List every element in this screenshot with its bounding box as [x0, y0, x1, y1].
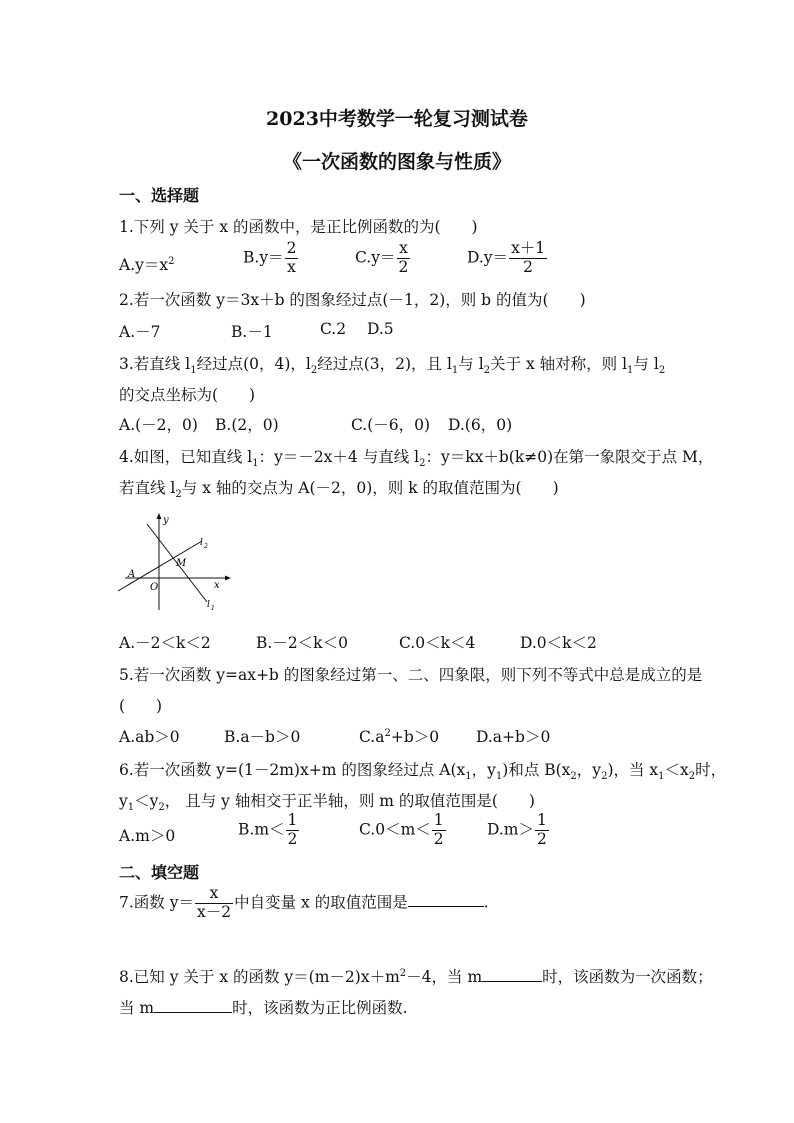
question-1-option-d: D.y＝ $\frac{x+1}{2}$ — [467, 239, 546, 276]
section-heading-choice: 一、选择题 — [119, 186, 200, 205]
question-3-option-d: D.(6，0) — [448, 416, 513, 434]
question-8-stem-line1: 8.已知 y 关于 x 的函数 $y=(m-2)x+m^2-4$，当 m 时，该函数为一次函数； — [119, 967, 713, 986]
x-axis-arrow — [225, 576, 231, 581]
question-2-option-c: C.2 — [320, 320, 347, 338]
question-3-option-c: C.(－6，0) — [351, 416, 431, 434]
page-subtitle: 《一次函数的图象与性质》 — [282, 151, 511, 173]
question-4-option-c: C.0＜k＜4 — [399, 634, 476, 652]
question-6-option-b: B.m＜ $\frac{1}{2}$ — [238, 811, 298, 848]
question-4-option-b: B.－2＜k＜0 — [256, 634, 348, 652]
label-a: A — [128, 569, 136, 580]
question-1-option-a: $A.y=x^2$ — [119, 255, 175, 274]
question-7-stem: 7.函数 y＝ $\frac{x}{x-2}$ 中自变量 x 的取值范围是 . — [119, 884, 489, 921]
question-1-option-b: B.y＝ $\frac{2}{x}$ — [243, 239, 297, 276]
question-2-option-b: B.－1 — [231, 323, 273, 341]
question-3-option-b: B.(2，0) — [215, 416, 279, 434]
question-6-stem-line2: $y_1<y_2$， 且与 y 轴相交于正半轴，则 m 的取值范围是( ) — [119, 792, 535, 814]
question-1-stem: 1.下列 y 关于 x 的函数中，是正比例函数的为( ) — [119, 218, 478, 236]
question-4-option-d: D.0＜k＜2 — [520, 634, 597, 652]
y-axis-arrow — [157, 513, 162, 519]
question-4-figure — [115, 508, 235, 618]
question-8-stem-line2: 当 m 时，该函数为正比例函数. — [119, 999, 408, 1017]
question-2-stem: 2.若一次函数 y＝3x＋b 的图象经过点(－1，2)，则 b 的值为( ) — [119, 291, 586, 309]
label-x: x — [214, 580, 220, 591]
question-5-option-b: B.a－b＞0 — [224, 728, 301, 746]
question-5-stem-line2: ( ) — [119, 697, 163, 715]
question-3-stem-line2: 的交点坐标为( ) — [119, 386, 256, 404]
question-1-option-c: C.y＝ $\frac{x}{2}$ — [355, 239, 409, 276]
answer-blank[interactable] — [482, 967, 542, 982]
question-5-stem-line1: 5.若一次函数 y=ax+b 的图象经过第一、二、四象限，则下列不等式中总是成立的是 — [119, 666, 703, 684]
label-y: y — [163, 515, 169, 526]
question-5-option-c: $C.a^2+b>0$ — [359, 727, 440, 746]
question-3-stem-line1: 3.若直线 $l_1$经过点(0，4)，$l_2$经过点(3，2)，且 $l_1$与 $l_2$关于 x 轴对称，则 $l_1$与 $l_2$ — [119, 355, 666, 377]
answer-blank[interactable] — [154, 998, 232, 1013]
label-l2: l — [200, 538, 203, 548]
label-origin: O — [150, 582, 159, 593]
question-6-option-c: C.0＜m＜ $\frac{1}{2}$ — [359, 811, 444, 848]
question-2-option-a: A.－7 — [119, 323, 161, 341]
section-heading-fill: 二、填空题 — [119, 863, 200, 882]
page-title: 2023中考数学一轮复习测试卷 — [266, 108, 528, 130]
question-4-stem-line1: 4.如图，已知直线 $l_1$：y＝－2x＋4 与直线 $l_2$：y＝kx＋b(k≠0)在第一象限交于点 M， — [119, 448, 714, 470]
question-5-option-a: A.ab＞0 — [119, 728, 180, 746]
question-5-option-d: D.a+b＞0 — [476, 728, 551, 746]
question-6-option-a: A.m＞0 — [119, 827, 176, 845]
answer-blank[interactable] — [408, 892, 484, 907]
label-l1-sub: 1 — [211, 605, 215, 612]
line-l2 — [118, 541, 202, 591]
question-6-stem-line1: 6.若一次函数 y=(1－2m)x+m 的图象经过点 $A(x_1$，$y_1$)和点 $B(x_2$，$y_2$)，当 $x_1<x_2$时， — [119, 761, 727, 783]
label-m: M — [176, 558, 187, 569]
question-3-option-a: A.(－2，0) — [119, 416, 198, 434]
question-6-option-d: D.m＞ $\frac{1}{2}$ — [487, 811, 547, 848]
label-l1: l — [207, 600, 210, 610]
question-4-stem-line2: 若直线 $l_2$与 x 轴的交点为 A(－2，0)，则 k 的取值范围为( ) — [119, 479, 559, 501]
question-2-option-d: D.5 — [367, 320, 394, 338]
label-l2-sub: 2 — [204, 543, 208, 550]
question-4-option-a: A.－2＜k＜2 — [119, 634, 211, 652]
